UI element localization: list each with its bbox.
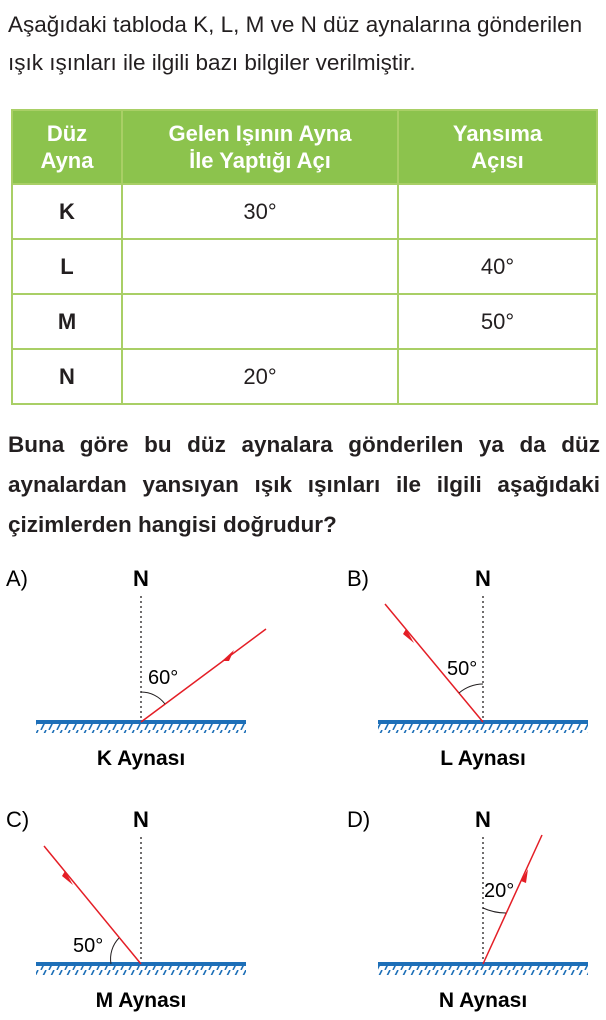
cell-reflection: 50° [398, 294, 597, 349]
normal-label: N [475, 807, 491, 832]
angle-label: 20° [484, 880, 515, 902]
option-letter: C) [6, 807, 30, 832]
mirror-label: N Aynası [438, 989, 528, 1012]
header-reflection-angle: Yansıma Açısı [398, 110, 597, 184]
option-a[interactable] [6, 566, 266, 770]
cell-mirror: N [12, 349, 122, 404]
angle-label: 60° [148, 667, 179, 689]
question-text: Buna göre bu düz aynalara gönderilen ya da düz aynalardan yansıyan ışık ışınları ile ilgili aşağıdaki çizimlerden hangisi doğrudur? [8, 432, 600, 537]
ray-arrow-icon [222, 650, 234, 661]
angle-label: 50° [73, 935, 104, 957]
mirror-hatching [378, 724, 588, 733]
cell-incident: 20° [122, 349, 398, 404]
cell-mirror: M [12, 294, 122, 349]
option-d[interactable] [347, 807, 588, 1012]
cell-reflection: 40° [398, 239, 597, 294]
intro-text: Aşağıdaki tabloda K, L, M ve N düz aynalarına gönderilen ışık ışınları ile ilgili bazı bilgiler verilmiştir. [8, 12, 583, 75]
cell-mirror: K [12, 184, 122, 239]
mirror-hatching [378, 966, 588, 975]
option-letter: B) [347, 566, 369, 591]
cell-incident: 30° [122, 184, 398, 239]
angle-arc [141, 692, 165, 704]
mirror-label: L Aynası [440, 747, 526, 770]
option-b[interactable] [347, 566, 588, 770]
angle-arc [111, 938, 119, 964]
cell-mirror: L [12, 239, 122, 294]
angle-label: 50° [447, 658, 478, 680]
mirror-hatching [36, 966, 246, 975]
mirror-label: M Aynası [95, 989, 187, 1012]
option-letter: D) [347, 807, 371, 832]
normal-label: N [133, 566, 149, 591]
mirror-hatching [36, 724, 246, 733]
ray-arrow-icon [521, 869, 528, 883]
header-mirror: Düz Ayna [12, 110, 122, 184]
option-letter: A) [6, 566, 28, 591]
mirror-label: K Aynası [96, 747, 186, 770]
option-c[interactable] [6, 807, 246, 1012]
ray-arrow-icon [62, 871, 73, 885]
header-incident-angle: Gelen Işının Ayna İle Yaptığı Açı [122, 110, 398, 184]
normal-label: N [475, 566, 491, 591]
normal-label: N [133, 807, 149, 832]
angle-arc [459, 684, 483, 693]
angle-arc [483, 908, 506, 913]
